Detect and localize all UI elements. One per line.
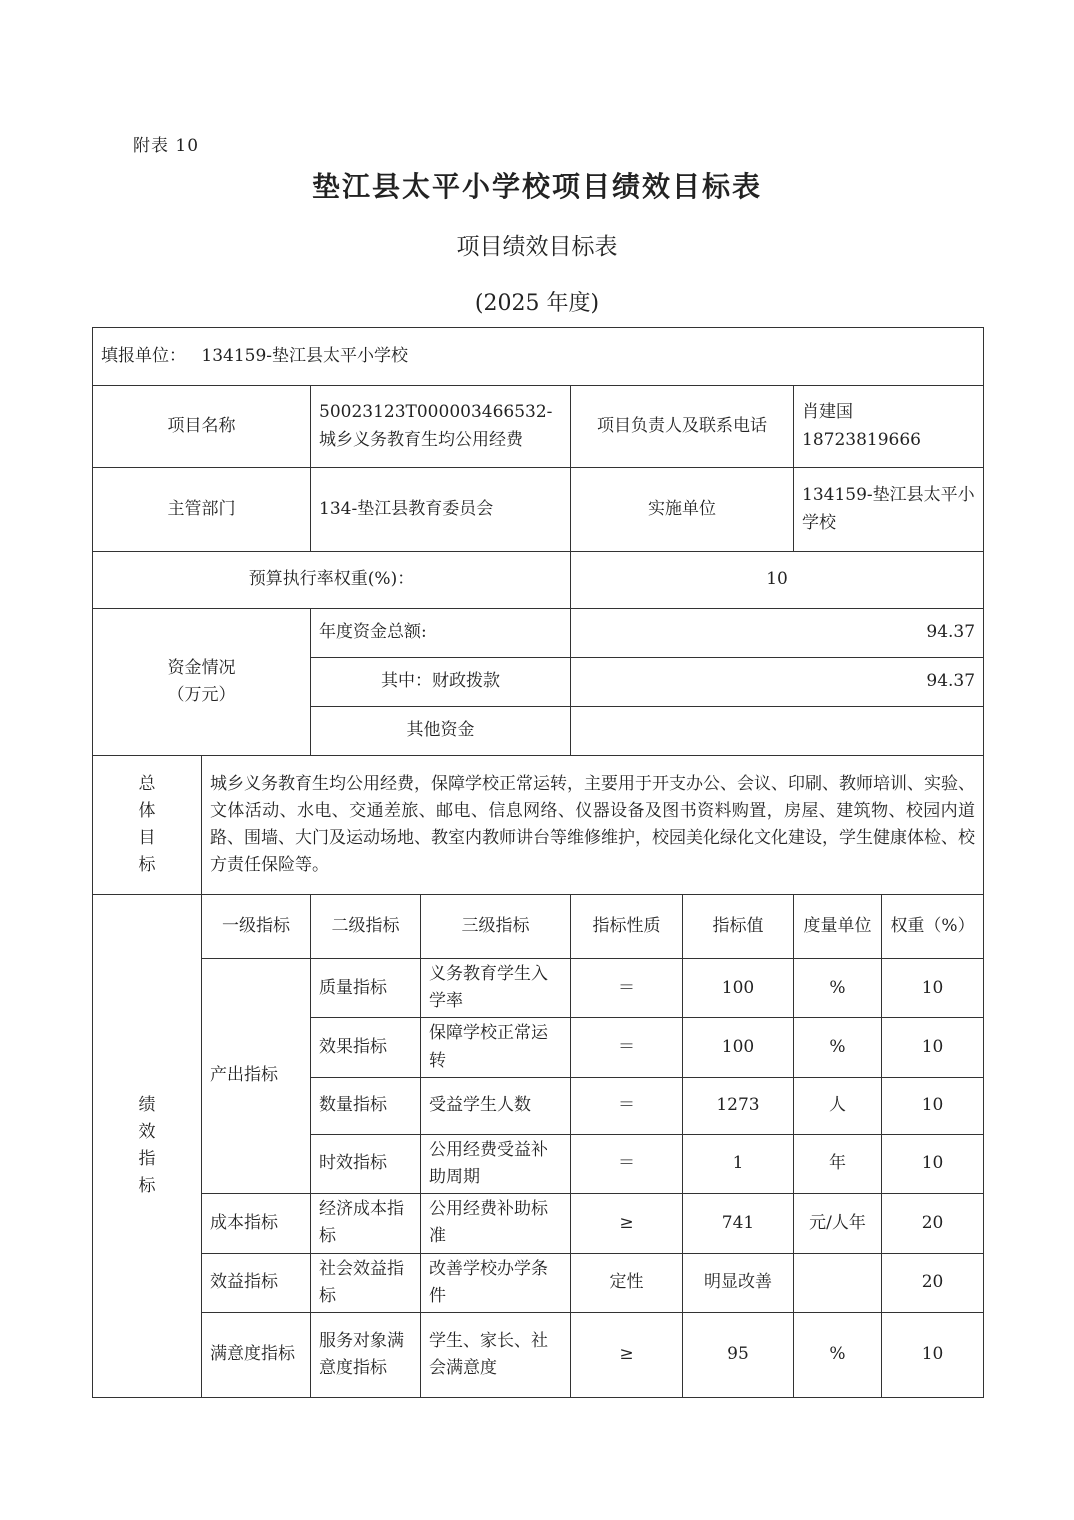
budget-weight-value: 10 — [571, 552, 984, 609]
performance-table — [92, 327, 984, 1398]
unit-cell: % — [794, 1312, 882, 1397]
level1-output: 产出指标 — [202, 959, 311, 1194]
fiscal-funds-label: 其中：财政拨款 — [311, 658, 571, 707]
value-cell: 明显改善 — [683, 1253, 794, 1312]
weight-cell: 10 — [882, 1018, 984, 1077]
level1-cell: 成本指标 — [202, 1194, 311, 1253]
level2-cell: 效果指标 — [311, 1018, 421, 1077]
level3-cell: 公用经费补助标准 — [421, 1194, 571, 1253]
level2-cell: 服务对象满意度指标 — [311, 1312, 421, 1397]
unit-cell: 元/人年 — [794, 1194, 882, 1253]
budget-weight-label: 预算执行率权重(%)： — [93, 552, 571, 609]
nature-cell: ＝ — [571, 1134, 683, 1193]
header-unit: 度量单位 — [794, 895, 882, 959]
level2-cell: 数量指标 — [311, 1077, 421, 1134]
level3-cell: 改善学校办学条件 — [421, 1253, 571, 1312]
nature-cell: ＝ — [571, 959, 683, 1018]
nature-cell: ≥ — [571, 1194, 683, 1253]
department-row — [93, 468, 984, 552]
weight-cell: 10 — [882, 959, 984, 1018]
value-cell: 1273 — [683, 1077, 794, 1134]
header-value: 指标值 — [683, 895, 794, 959]
funds-label-unit: （万元） — [167, 685, 236, 705]
header-level1: 一级指标 — [202, 895, 311, 959]
reporting-unit-row — [93, 328, 984, 386]
section-label-char: 指 — [138, 1148, 156, 1169]
header-level3: 三级指标 — [421, 895, 571, 959]
level3-cell: 保障学校正常运转 — [421, 1018, 571, 1077]
goal-label-char: 目 — [138, 828, 156, 848]
weight-cell: 10 — [882, 1134, 984, 1193]
weight-cell: 10 — [882, 1077, 984, 1134]
project-name-label: 项目名称 — [93, 386, 311, 468]
goal-label-char: 体 — [138, 800, 156, 821]
level1-cell: 效益指标 — [202, 1253, 311, 1312]
reporting-unit-value: 134159-垫江县太平小学校 — [201, 345, 409, 366]
indicators-section-label — [93, 895, 202, 1398]
table-row — [93, 959, 984, 1018]
funds-total-row — [93, 609, 984, 658]
nature-cell: 定性 — [571, 1253, 683, 1312]
goal-label-char: 标 — [138, 855, 156, 876]
level3-cell: 公用经费受益补助周期 — [421, 1134, 571, 1193]
value-cell: 100 — [683, 959, 794, 1018]
header-level2: 二级指标 — [311, 895, 421, 959]
contact-name: 肖建国 — [802, 402, 853, 423]
section-label-char: 效 — [138, 1121, 156, 1142]
weight-cell: 20 — [882, 1253, 984, 1312]
overall-goal-text: 城乡义务教育生均公用经费，保障学校正常运转，主要用于开支办公、会议、印刷、教师培训、实验、文体活动、水电、交通差旅、邮电、信息网络、仪器设备及图书资料购置，房屋、建筑物、校园内道路、围墙、大门及运动场地、教室内教师讲台等维修维护，校园美化绿化文化建设，学生健康体检、校方责任保险等。 — [202, 756, 984, 895]
other-funds-label: 其他资金 — [311, 707, 571, 756]
nature-cell: ＝ — [571, 1077, 683, 1134]
unit-cell: 年 — [794, 1134, 882, 1193]
impl-value: 134159-垫江县太平小学校 — [794, 468, 984, 552]
budget-weight-row — [93, 552, 984, 609]
level3-cell: 义务教育学生入学率 — [421, 959, 571, 1018]
contact-phone: 18723819666 — [802, 429, 921, 450]
total-funds-value: 94.37 — [571, 609, 984, 658]
dept-label: 主管部门 — [93, 468, 311, 552]
table-row — [93, 1253, 984, 1312]
impl-label: 实施单位 — [571, 468, 794, 552]
unit-cell: % — [794, 1018, 882, 1077]
overall-goal-label — [93, 756, 202, 895]
goal-label-char: 总 — [138, 773, 156, 794]
annex-label: 附表 10 — [133, 136, 200, 156]
section-label-char: 绩 — [138, 1094, 156, 1115]
unit-cell: % — [794, 959, 882, 1018]
nature-cell: ＝ — [571, 1018, 683, 1077]
value-cell: 1 — [683, 1134, 794, 1193]
level2-cell: 时效指标 — [311, 1134, 421, 1193]
value-cell: 100 — [683, 1018, 794, 1077]
reporting-unit-cell — [93, 328, 984, 386]
total-funds-label: 年度资金总额: — [311, 609, 571, 658]
document-title: 垫江县太平小学校项目绩效目标表 — [311, 170, 762, 203]
reporting-unit-label: 填报单位： — [101, 345, 186, 366]
project-name-row — [93, 386, 984, 468]
contact-cell — [794, 386, 984, 468]
table-row — [93, 1312, 984, 1397]
header-weight: 权重（%） — [882, 895, 984, 959]
fiscal-year: (2025 年度) — [474, 291, 600, 316]
project-name-value: 50023123T000003466532-城乡义务教育生均公用经费 — [311, 386, 571, 468]
table-row — [93, 1194, 984, 1253]
level1-cell: 满意度指标 — [202, 1312, 311, 1397]
weight-cell: 20 — [882, 1194, 984, 1253]
table-subtitle: 项目绩效目标表 — [456, 234, 618, 260]
value-cell: 95 — [683, 1312, 794, 1397]
contact-label: 项目负责人及联系电话 — [571, 386, 794, 468]
level2-cell: 经济成本指标 — [311, 1194, 421, 1253]
overall-goal-row — [93, 756, 984, 895]
nature-cell: ≥ — [571, 1312, 683, 1397]
level3-cell: 学生、家长、社会满意度 — [421, 1312, 571, 1397]
dept-value: 134-垫江县教育委员会 — [311, 468, 571, 552]
weight-cell: 10 — [882, 1312, 984, 1397]
level3-cell: 受益学生人数 — [421, 1077, 571, 1134]
other-funds-value — [571, 707, 984, 756]
funds-label-main: 资金情况 — [167, 657, 236, 678]
value-cell: 741 — [683, 1194, 794, 1253]
unit-cell: 人 — [794, 1077, 882, 1134]
level2-cell: 社会效益指标 — [311, 1253, 421, 1312]
funds-label — [93, 609, 311, 756]
level2-cell: 质量指标 — [311, 959, 421, 1018]
header-nature: 指标性质 — [571, 895, 683, 959]
indicator-header-row — [93, 895, 984, 959]
section-label-char: 标 — [138, 1176, 156, 1197]
unit-cell — [794, 1253, 882, 1312]
fiscal-funds-value: 94.37 — [571, 658, 984, 707]
